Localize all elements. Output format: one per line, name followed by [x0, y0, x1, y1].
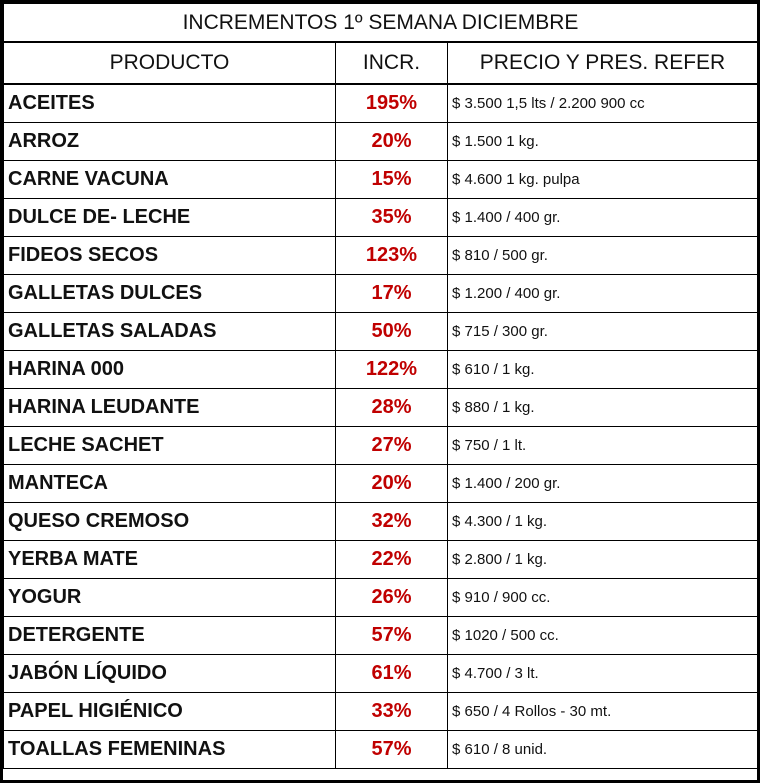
- table-row: [4, 389, 758, 427]
- column-header-product: PRODUCTO: [4, 42, 336, 84]
- increase-percent: 32%: [336, 503, 448, 541]
- product-name: HARINA LEUDANTE: [4, 389, 336, 427]
- title-row: [4, 4, 758, 43]
- reference-price: $ 750 / 1 lt.: [448, 427, 758, 465]
- reference-price: $ 610 / 1 kg.: [448, 351, 758, 389]
- product-name: YOGUR: [4, 579, 336, 617]
- table-row: [4, 351, 758, 389]
- increase-percent: 22%: [336, 541, 448, 579]
- reference-price: $ 4.600 1 kg. pulpa: [448, 161, 758, 199]
- product-name: CARNE VACUNA: [4, 161, 336, 199]
- increase-percent: 20%: [336, 465, 448, 503]
- increase-percent: 61%: [336, 655, 448, 693]
- product-name: HARINA 000: [4, 351, 336, 389]
- table-row: [4, 275, 758, 313]
- reference-price: $ 1020 / 500 cc.: [448, 617, 758, 655]
- reference-price: $ 4.700 / 3 lt.: [448, 655, 758, 693]
- table-row: [4, 693, 758, 731]
- increase-percent: 26%: [336, 579, 448, 617]
- reference-price: $ 4.300 / 1 kg.: [448, 503, 758, 541]
- column-header-price: PRECIO Y PRES. REFER: [448, 42, 758, 84]
- product-name: YERBA MATE: [4, 541, 336, 579]
- table-row: [4, 313, 758, 351]
- increase-percent: 122%: [336, 351, 448, 389]
- reference-price: $ 910 / 900 cc.: [448, 579, 758, 617]
- reference-price: $ 715 / 300 gr.: [448, 313, 758, 351]
- product-name: FIDEOS SECOS: [4, 237, 336, 275]
- table-row: [4, 617, 758, 655]
- header-row: [4, 42, 758, 84]
- product-name: ARROZ: [4, 123, 336, 161]
- product-name: JABÓN LÍQUIDO: [4, 655, 336, 693]
- reference-price: $ 3.500 1,5 lts / 2.200 900 cc: [448, 84, 758, 123]
- increase-percent: 57%: [336, 617, 448, 655]
- table-row: [4, 655, 758, 693]
- table-title: INCREMENTOS 1º SEMANA DICIEMBRE: [4, 4, 758, 43]
- product-name: GALLETAS DULCES: [4, 275, 336, 313]
- increase-percent: 27%: [336, 427, 448, 465]
- reference-price: $ 1.200 / 400 gr.: [448, 275, 758, 313]
- increase-percent: 123%: [336, 237, 448, 275]
- table-row: [4, 237, 758, 275]
- increase-percent: 35%: [336, 199, 448, 237]
- price-increase-table: [3, 3, 758, 769]
- product-name: DULCE DE- LECHE: [4, 199, 336, 237]
- increase-percent: 33%: [336, 693, 448, 731]
- table-row: [4, 731, 758, 769]
- increase-percent: 20%: [336, 123, 448, 161]
- reference-price: $ 2.800 / 1 kg.: [448, 541, 758, 579]
- table-row: [4, 427, 758, 465]
- table-row: [4, 199, 758, 237]
- product-name: MANTECA: [4, 465, 336, 503]
- table-row: [4, 123, 758, 161]
- table-row: [4, 503, 758, 541]
- column-header-increase: INCR.: [336, 42, 448, 84]
- table-row: [4, 579, 758, 617]
- product-name: TOALLAS FEMENINAS: [4, 731, 336, 769]
- reference-price: $ 810 / 500 gr.: [448, 237, 758, 275]
- reference-price: $ 1.400 / 400 gr.: [448, 199, 758, 237]
- reference-price: $ 1.500 1 kg.: [448, 123, 758, 161]
- reference-price: $ 610 / 8 unid.: [448, 731, 758, 769]
- reference-price: $ 650 / 4 Rollos - 30 mt.: [448, 693, 758, 731]
- increase-percent: 195%: [336, 84, 448, 123]
- table-row: [4, 465, 758, 503]
- increase-percent: 15%: [336, 161, 448, 199]
- increase-percent: 50%: [336, 313, 448, 351]
- product-name: GALLETAS SALADAS: [4, 313, 336, 351]
- table-row: [4, 161, 758, 199]
- product-name: ACEITES: [4, 84, 336, 123]
- product-name: DETERGENTE: [4, 617, 336, 655]
- increase-percent: 17%: [336, 275, 448, 313]
- table-row: [4, 541, 758, 579]
- table-row: [4, 84, 758, 123]
- product-name: QUESO CREMOSO: [4, 503, 336, 541]
- increase-percent: 57%: [336, 731, 448, 769]
- reference-price: $ 1.400 / 200 gr.: [448, 465, 758, 503]
- product-name: LECHE SACHET: [4, 427, 336, 465]
- increase-percent: 28%: [336, 389, 448, 427]
- product-name: PAPEL HIGIÉNICO: [4, 693, 336, 731]
- reference-price: $ 880 / 1 kg.: [448, 389, 758, 427]
